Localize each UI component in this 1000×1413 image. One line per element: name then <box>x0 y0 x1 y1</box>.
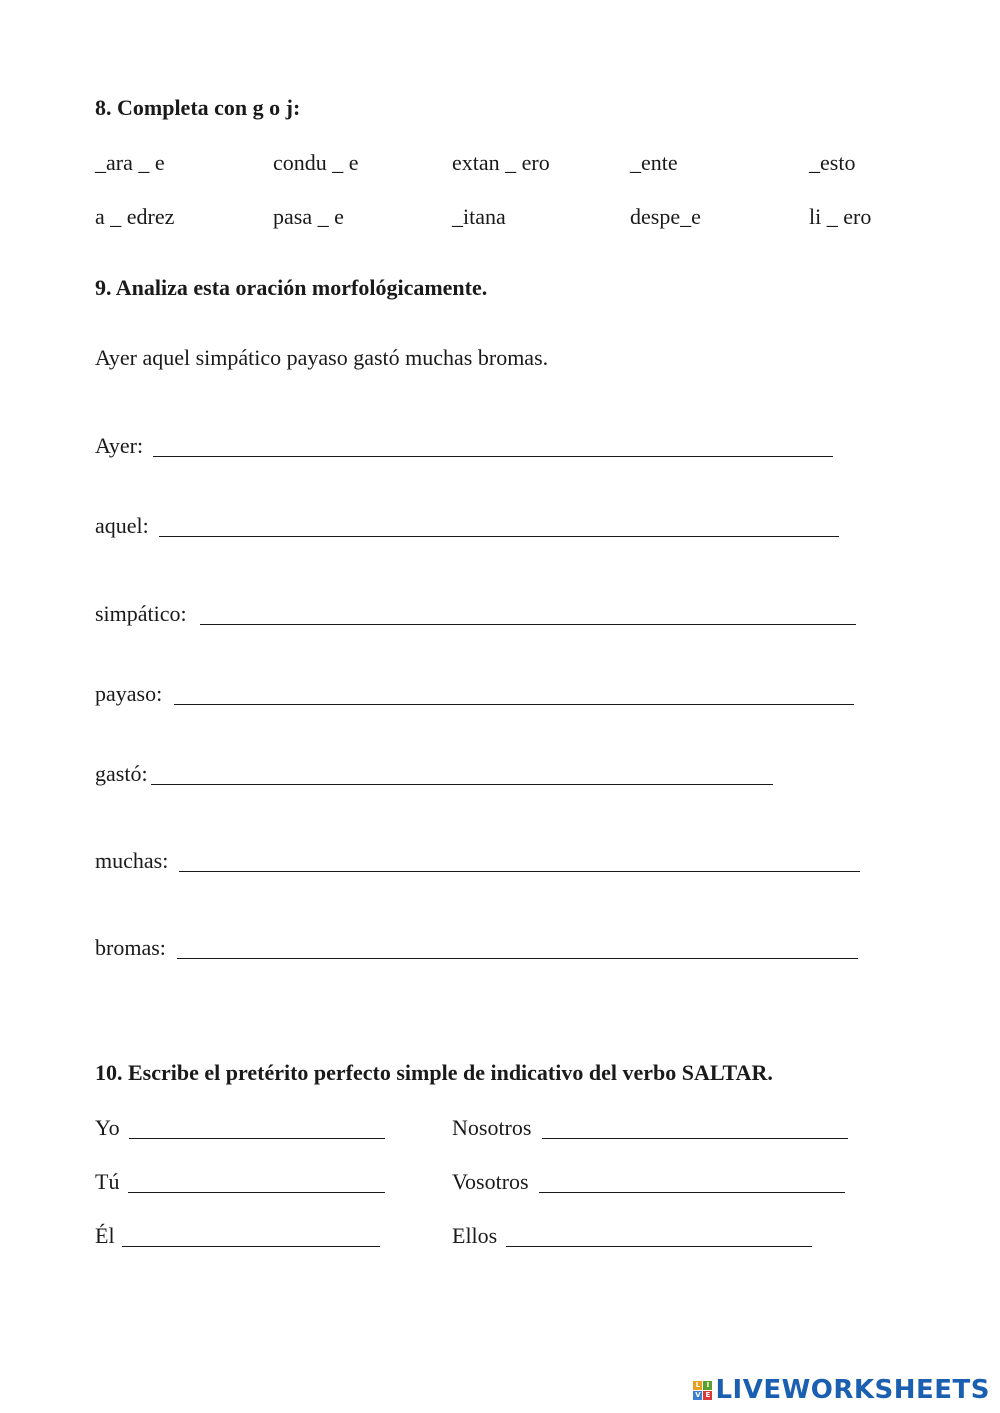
logo-letter: E <box>703 1391 712 1400</box>
fill-word-item[interactable]: _itana <box>452 204 506 229</box>
fill-word-item[interactable]: _ara _ e <box>95 150 165 175</box>
word-label-bromas: bromas: <box>95 935 166 960</box>
answer-line-gasto[interactable] <box>151 784 773 785</box>
pronoun-tu: Tú <box>95 1169 120 1194</box>
answer-line-ellos[interactable] <box>506 1246 812 1247</box>
word-label-muchas: muchas: <box>95 848 169 873</box>
answer-line-payaso[interactable] <box>174 704 854 705</box>
liveworksheets-logo-icon <box>693 1381 712 1400</box>
answer-line-simpatico[interactable] <box>200 624 856 625</box>
fill-word-item[interactable]: _ente <box>630 150 678 175</box>
logo-letter: I <box>703 1381 712 1390</box>
answer-line-bromas[interactable] <box>177 958 858 959</box>
answer-line-tu[interactable] <box>128 1192 385 1193</box>
logo-letter: V <box>695 1390 701 1399</box>
fill-word-item[interactable]: li _ ero <box>809 204 872 229</box>
answer-line-el[interactable] <box>122 1246 380 1247</box>
answer-line-muchas[interactable] <box>179 871 860 872</box>
fill-word-item[interactable]: extan _ ero <box>452 150 550 175</box>
fill-word-item[interactable]: a _ edrez <box>95 204 175 229</box>
word-label-gasto: gastó: <box>95 761 148 786</box>
sentence-text: Ayer aquel simpático payaso gastó muchas bromas. <box>95 345 549 370</box>
answer-line-nosotros[interactable] <box>542 1138 848 1139</box>
liveworksheets-watermark <box>693 1375 990 1405</box>
section-8-heading: 8. Completa con g o j: <box>95 95 301 120</box>
word-label-simpatico: simpático: <box>95 601 187 626</box>
answer-line-vosotros[interactable] <box>539 1192 845 1193</box>
pronoun-ellos: Ellos <box>452 1223 498 1248</box>
fill-word-item[interactable]: despe_e <box>630 204 701 229</box>
answer-line-aquel[interactable] <box>159 536 839 537</box>
section-9-heading: 9. Analiza esta oración morfológicamente. <box>95 275 488 300</box>
pronoun-yo: Yo <box>95 1115 120 1140</box>
logo-letter: L <box>693 1381 702 1390</box>
fill-word-item[interactable]: _esto <box>809 150 856 175</box>
pronoun-vosotros: Vosotros <box>452 1169 529 1194</box>
fill-word-item[interactable]: pasa _ e <box>273 204 344 229</box>
pronoun-nosotros: Nosotros <box>452 1115 532 1140</box>
liveworksheets-brand-text: LIVEWORKSHEETS <box>715 1375 990 1405</box>
word-label-payaso: payaso: <box>95 681 163 706</box>
answer-line-ayer[interactable] <box>153 456 833 457</box>
word-label-aquel: aquel: <box>95 513 149 538</box>
pronoun-el: Él <box>95 1223 115 1248</box>
answer-line-yo[interactable] <box>129 1138 385 1139</box>
word-label-ayer: Ayer: <box>95 433 144 458</box>
section-10-heading: 10. Escribe el pretérito perfecto simple de indicativo del verbo SALTAR. <box>95 1060 773 1085</box>
fill-word-item[interactable]: condu _ e <box>273 150 359 175</box>
